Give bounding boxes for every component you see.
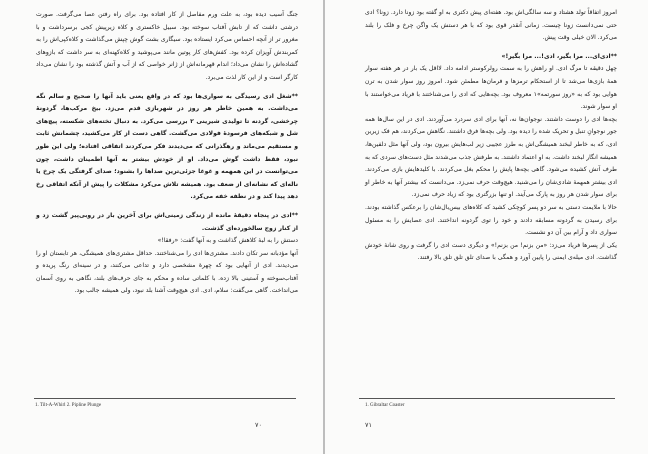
left-footnote: 1. Tilt-A-Whirl 2. Pipline Plunge — [35, 403, 102, 408]
body-paragraph: جنگ آسیب دیده بود، به علت ورم مفاصل از کار افتاده بود. برای راه رفتن عصا می‌گرفت. صورت درشتی داشت که از تابش آفتاب سوخته بود. سبیل خاکستری و کلاه زیرپیش کجی برسرداشت و با مغرور تر از آنچه احساس می‌کرد ایستاده بود. سیگاری بشت گوش چپش می‌گذاشت و کلاه‌کپی‌اش را به کمربندش آویزان کرده بود. کفش‌های کار پوتین‌ مانند می‌پوشید و کلاه‌کهنه‌ای به سر داشت که بازوهای گشاده‌اش را نشان می‌داد؛ اندام قهرمانه‌اش از ژانر خواصی که از آب و آتش گذشته بود را نشان می‌داد کارگر است و از این کار لذت می‌برد. — [36, 11, 298, 81]
right-footnote: 1. Gibraltar Coaster — [365, 403, 405, 408]
body-paragraph: یکی از پسرها فریاد می‌زد: «من بزنم! من بزنم!» و دیگری دست ادی را گرفت و روی شانهٔ خودش گذاشت. ادی میله‌ی ایمنی را پایین آورد و همگی با صدای تلق تلق تلق بالا رفتند. — [365, 241, 617, 262]
body-paragraph: دستش را به لبهٔ کلاهش گذاشت و به آنها گفت: «رفقا!» — [157, 237, 298, 245]
body-paragraph: حالا با ملایمت دستی به سر دو پسر کوچکی کشید که کلاه‌های بیس‌بال‌شان را برعکس گذاشته بودند. برای رسیدن به گردونه مسابقه دادند و خود را توی گردونه انداختند. ادی عصایش را به مسئول سواری داد و آرام بین آن دو نشست. — [365, 203, 617, 237]
left-page-number: ۷۰ — [255, 422, 262, 429]
section-paragraph: **شغل ادی رسیدگی به سواری‌ها بود که در واقع یعنی باید آنها را صحیح و سالم نگه می‌داشت. به همین خاطر هر روز در شهربازی قدم می‌زد. بیخ مرکب‌ها، گردونهٔ چرخشی، گردنه تا تولیدی شیرینی ۲ بررسی می‌کرد. به دنبال تخته‌های شکسته، پیچ‌های شل و شبکه‌های فرسودهٔ فولادی می‌گشت. گاهی دست از کار می‌کشید، چشمانش ثابت و مستقیم می‌ماند و رهگذرانی که می‌دیدند فکر می‌کردند اتفاقی افتاده؛ ولی این طور نبود، فقط داشت گوش می‌داد. او از خودش بیشتر به آنها اطمینان داشت، چون می‌توانست در این همهمه و غوغا جزئی‌ترین صداها را بشنود؛ صدای گرفتگی یک چرخ یا ناله‌ای که نشانه‌ای از ضعف بود. همیشه تلاش می‌کرد مشکلات را پیش از آنکه اتفاقی رخ دهد پیدا کند و در نطفه خفه می‌کرد. — [36, 92, 299, 201]
footnote-divider — [359, 398, 615, 399]
section-paragraph: **ادی در پنجاه دقیقهٔ مانده از زندگی زمینی‌اش برای آخرین بار در روبی‌پیر گشت زد و از کنار زوج سالخورده‌ای گذشت. — [36, 211, 298, 232]
section-paragraph: **ادی‌ای... مرا بگیر، ادی!... مرا بگیر!» — [501, 52, 617, 60]
left-page — [0, 0, 323, 454]
footnote-divider — [34, 398, 296, 399]
left-page-body — [36, 9, 298, 298]
right-page — [325, 0, 648, 454]
body-paragraph: بچه‌ها ادی را دوست داشتند. نوجوان‌ها نه، آنها برای ادی سردرد می‌آوردند. ادی در این سال‌ها همه جور نوجوانِ تنبل و تحریک شده را دیده بود. ولی بچه‌ها فرق داشتند. نگاهش می‌کردند، هم فک زیرین ادی، که به خاطر لبخند همیشگی‌اش به طرز عجیبی زیر لب‌هایش بیرون بود، ولی آنها مثل دلفین‌ها، همیشه انگار لبخند داشت. به او اعتماد داشتند. به طرفش جذب می‌شدند مثل دست‌های سردی که به طرف آتش کشیده می‌شود. گاهی بچه‌ها پایش را محکم بغل می‌کردند. با کلیدهایش بازی می‌کردند. ادی بیشتر همهمهٔ شادی‌شان را می‌شنید. هیچ‌وقت حرف نمی‌زد. می‌دانست که بیشتر آنها به خاطر او برای سوار شدن هر روز به پارک می‌آیند. او تنها بزرگتری بود که زیاد حرف نمی‌زد. — [365, 115, 617, 199]
right-page-number: ۷۱ — [365, 422, 372, 429]
right-page-body — [365, 7, 617, 265]
body-paragraph: آنها مؤدبانه سر تکان دادند. مشتری‌ها ادی را می‌شناختند. حداقل مشتری‌های همیشگی، هر تابستان او را می‌دیدند. ادی از آنهایی بود که چهرهٔ مشخصی دارد و تداعی می‌کنند، و در سینه‌ای رنگ پریده و آفتاب‌سوخته و آستینی بالا زده. با کلماتی ساده و محکم به جای حرف‌های بلند، نگاهی به روی آسمان می‌انداخت. گاهی می‌گفت: سلام، ادی. ادی هیچ‌وقت آشنا بلد نبود، ولی همیشه جالب بود. — [36, 249, 298, 295]
body-paragraph: امروز اتفاقاً تولد هشتاد و سه سالگی‌اش بود. هفته‌ای پیش دکتری به او گفته بود زونا دارد. زونا؟ ادی حتی نمی‌دانست زونا چیست. زمانی آنقدر قوی بود که با هر دستش یک واگن چرخ و فلک را بلند می‌کرد. الان خیلی وقت پیش. — [365, 9, 617, 42]
body-paragraph: چهل دقیقه تا مرگ ادی. او راهش را به سمت رولرکوستر ادامه داد. لااقل یک بار در هر هفته سوار همهٔ بازی‌ها می‌شد تا از استحکام ترمزها و فرمان‌ها مطمئن شود. امروز روز سوار شدن به ترن هوایی بود که به «روز سورتمه»۱ معروف بود. بچه‌هایی که ادی را می‌شناختند با فریاد می‌خواستند با او سوار شوند. — [365, 65, 618, 111]
